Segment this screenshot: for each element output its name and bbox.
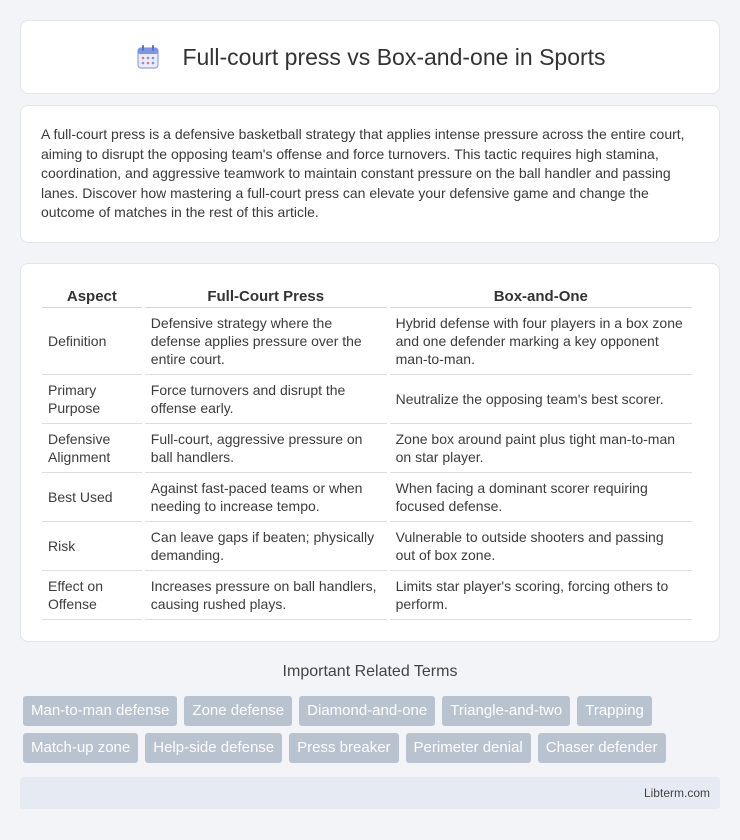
- box-and-one-cell: Neutralize the opposing team's best scorer.: [390, 375, 692, 424]
- row-aspect-cell: Effect on Offense: [42, 571, 142, 620]
- header-card: [20, 20, 720, 94]
- box-and-one-cell: When facing a dominant scorer requiring focused defense.: [390, 473, 692, 522]
- table-row: [42, 571, 692, 620]
- tag-row: [23, 696, 723, 726]
- intro-card: [20, 105, 720, 243]
- table-header-row: [42, 282, 692, 308]
- row-aspect-cell: Best Used: [42, 473, 142, 522]
- row-aspect-cell: Primary Purpose: [42, 375, 142, 424]
- tag-perimeter-denial[interactable]: Perimeter denial: [406, 733, 531, 763]
- tag-zone-defense[interactable]: Zone defense: [184, 696, 292, 726]
- intro-text: A full-court press is a defensive basketball strategy that applies intense pressure across the entire court, aiming to disrupt the opposing team's offense and force turnovers. This tactic requires high stamina, coordination, and aggressive teamwork to maintain constant pressure on the ball handler and passing lanes. Discover how mastering a full-court press can elevate your defensive game and change the outcome of matches in the rest of this article.: [41, 126, 685, 221]
- tag-triangle-and-two[interactable]: Triangle-and-two: [442, 696, 570, 726]
- column-header-full-court-press: Full-Court Press: [145, 282, 387, 308]
- full-court-press-cell: Defensive strategy where the defense applies pressure over the entire court.: [145, 308, 387, 375]
- box-and-one-cell: Zone box around paint plus tight man-to-man on star player.: [390, 424, 692, 473]
- tag-match-up-zone[interactable]: Match-up zone: [23, 733, 138, 763]
- table-row: [42, 424, 692, 473]
- tag-chaser-defender[interactable]: Chaser defender: [538, 733, 666, 763]
- full-court-press-cell: Can leave gaps if beaten; physically demanding.: [145, 522, 387, 571]
- tag-press-breaker[interactable]: Press breaker: [289, 733, 398, 763]
- related-terms-heading: Important Related Terms: [282, 663, 458, 680]
- tag-trapping[interactable]: Trapping: [577, 696, 652, 726]
- calendar-icon: [134, 43, 162, 71]
- row-aspect-cell: Defensive Alignment: [42, 424, 142, 473]
- footer-site-link[interactable]: Libterm.com: [643, 786, 710, 800]
- box-and-one-cell: Hybrid defense with four players in a box zone and one defender marking a key opponent man-to-man.: [390, 308, 692, 375]
- row-aspect-cell: Risk: [42, 522, 142, 571]
- full-court-press-cell: Force turnovers and disrupt the offense early.: [145, 375, 387, 424]
- footer: [20, 777, 720, 809]
- column-header-aspect: Aspect: [42, 282, 142, 308]
- full-court-press-cell: Increases pressure on ball handlers, causing rushed plays.: [145, 571, 387, 620]
- tag-man-to-man-defense[interactable]: Man-to-man defense: [23, 696, 177, 726]
- row-aspect-cell: Definition: [42, 308, 142, 375]
- related-terms-list: [23, 696, 723, 770]
- comparison-table-card: [20, 263, 720, 642]
- column-header-box-and-one: Box-and-One: [390, 282, 692, 308]
- full-court-press-cell: Against fast-paced teams or when needing to increase tempo.: [145, 473, 387, 522]
- table-row: [42, 522, 692, 571]
- box-and-one-cell: Vulnerable to outside shooters and passing out of box zone.: [390, 522, 692, 571]
- page-title: Full-court press vs Box-and-one in Sports: [182, 43, 606, 70]
- comparison-table: [39, 282, 695, 620]
- table-row: [42, 375, 692, 424]
- tag-help-side-defense[interactable]: Help-side defense: [145, 733, 282, 763]
- table-row: [42, 473, 692, 522]
- full-court-press-cell: Full-court, aggressive pressure on ball handlers.: [145, 424, 387, 473]
- box-and-one-cell: Limits star player's scoring, forcing others to perform.: [390, 571, 692, 620]
- tag-diamond-and-one[interactable]: Diamond-and-one: [299, 696, 435, 726]
- table-row: [42, 308, 692, 375]
- tag-row: [23, 733, 723, 763]
